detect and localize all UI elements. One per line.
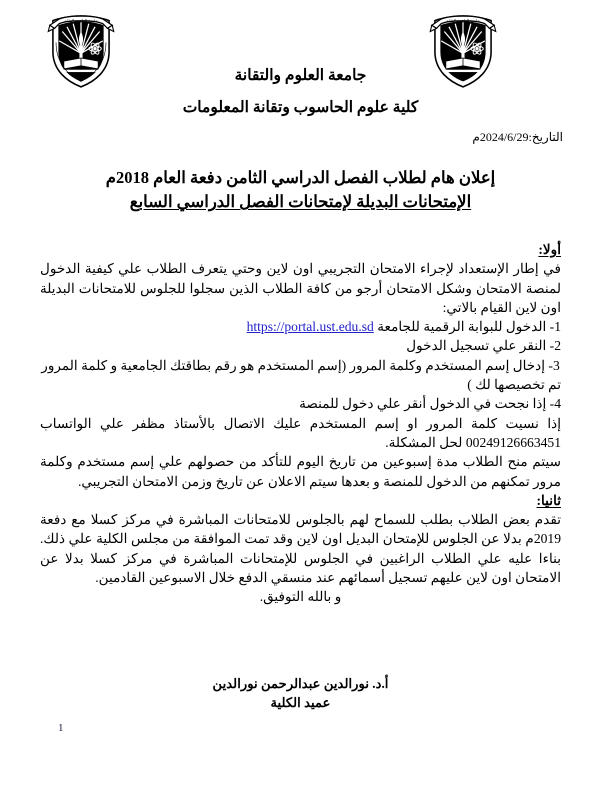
list-item — [40, 336, 561, 355]
university-name: جامعة العلوم والتقانة — [234, 67, 367, 84]
list-item-number: 4- — [549, 396, 561, 412]
document-date: التاريخ:2024/6/29م — [472, 130, 563, 144]
list-item — [40, 317, 561, 336]
svg-text:جامعة العلوم والتقانة: جامعة العلوم والتقانة — [64, 18, 98, 24]
list-item-text: إذا نجحت في الدخول أنقر علي دخول للمنصة — [299, 396, 547, 412]
section-one-intro: في إطار الإستعداد لإجراء الامتحان التجريبي اون لاين وحتي يتعرف الطلاب علي كيفية الدخول لمنصة الامتحان وشكل الامتحان أرجو من كافة الطلاب الذين سجلوا للجلوس للامتحانات البديلة اون لاين القيام بالاتي: — [40, 261, 561, 315]
portal-link[interactable]: https://portal.ust.edu.sd — [246, 319, 374, 335]
document-header — [0, 64, 601, 120]
instruction-list — [40, 317, 561, 413]
list-item-text: الدخول للبوابة الرقمية للجامعة — [377, 319, 547, 335]
list-item-number: 2- — [549, 338, 561, 354]
faculty-name: كلية علوم الحاسوب وتقانة المعلومات — [182, 99, 419, 117]
svg-text:جامعة العلوم والتقانة: جامعة العلوم والتقانة — [446, 18, 480, 24]
closing-phrase: و بالله التوفيق. — [259, 589, 342, 605]
list-item-number: 3- — [548, 357, 560, 373]
support-contact-note: إذا نسيت كلمة المرور او إسم المستخدم عليك الاتصال بالأستاذ مظفر علي الواتساب 00249126663451 لحل المشكلة. — [40, 415, 561, 450]
page-subtitle: الإمتحانات البديلة لإمتحانات الفصل الدراسي السابع — [129, 191, 472, 211]
list-item-text: إدخال إسم المستخدم وكلمة المرور (إسم المستخدم هو رقم بطاقتك الجامعية و كلمة المرور تم تخصيصها لك ) — [41, 357, 561, 393]
list-item-number: 1- — [549, 319, 561, 335]
signatory-name: أ.د. نورالدين عبدالرحمن نورالدين — [212, 676, 389, 691]
list-item — [40, 394, 561, 413]
signatory-position: عميد الكلية — [270, 695, 331, 711]
list-item — [40, 356, 561, 395]
page-title: إعلان هام لطلاب الفصل الدراسي الثامن دفعة العام 2018م — [105, 168, 496, 187]
document-body — [40, 240, 561, 607]
announcement-title-block — [0, 166, 601, 214]
section-one-heading: أولا: — [538, 242, 561, 257]
page-number: 1 — [58, 722, 64, 734]
section-two-body: تقدم بعض الطلاب بطلب للسماح لهم بالجلوس للامتحانات المباشرة في مركز كسلا مع دفعة 2019م بدلا عن الجلوس للإمتحان البديل اون لاين وقد تمت الموافقة من مجلس الكلية علي ذلك. بناءا عليه علي الطلاب الراغبين في الجلوس للإمتحانات المباشرة في مركز كسلا بدلا عن الامتحان اون لاين عليهم تسجيل أسمائهم عند منسقي الدفع خلال الاسبوعين القادمين. — [40, 512, 561, 586]
list-item-text: النقر علي تسجيل الدخول — [406, 338, 547, 354]
deadline-note: سيتم منح الطلاب مدة إسبوعين من تاريخ اليوم للتأكد من حصولهم علي إسم مستخدم وكلمة مرور تمكنهم من الدخول للمنصة و بعدها سيتم الاعلان عن تاريخ وزمن الامتحان التجريبي. — [40, 454, 561, 489]
signature-block — [0, 674, 601, 712]
section-two-heading: ثانيا: — [536, 492, 561, 508]
